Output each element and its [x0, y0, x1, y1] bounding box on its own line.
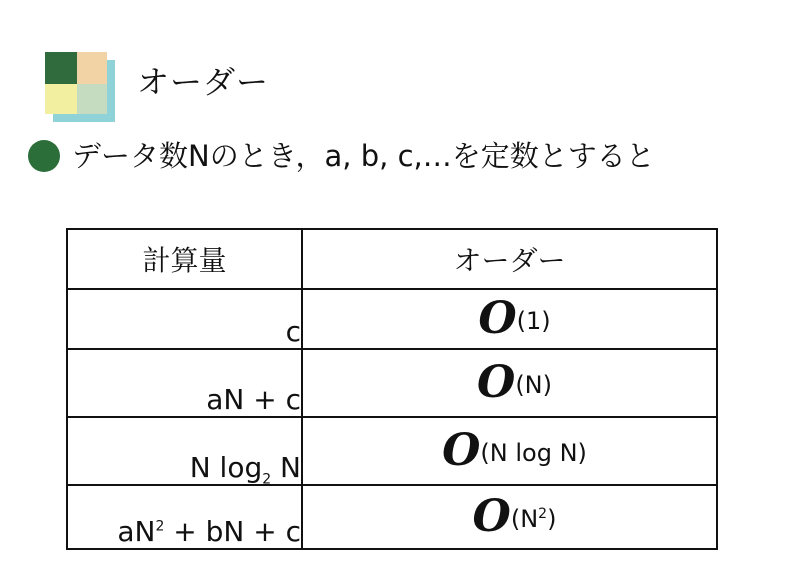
- order-table: [66, 228, 718, 550]
- computation-cell: [67, 289, 302, 349]
- bullet-text: データ数Nのとき，a, b, c,…を定数とすると: [72, 139, 655, 173]
- computation-text: [117, 515, 301, 548]
- log-base-subscript: 2: [262, 471, 272, 488]
- page-title: オーダー: [137, 63, 270, 101]
- order-cell: [302, 289, 717, 349]
- logo-tile-peach: [77, 52, 107, 84]
- computation-cell: [67, 417, 302, 488]
- computation-cell: [67, 485, 302, 549]
- exponent-superscript: 2: [155, 518, 165, 535]
- computation-text: c: [285, 315, 301, 348]
- big-o-symbol: O: [478, 293, 517, 344]
- logo: [45, 52, 115, 122]
- computation-text: aN + c: [206, 383, 301, 416]
- order-argument-pre: (N: [510, 505, 539, 533]
- table-header-row: [67, 229, 717, 289]
- order-argument: [511, 505, 557, 533]
- order-argument: (N): [515, 371, 552, 399]
- logo-tile-light-green: [77, 84, 107, 114]
- bullet-dot-icon: [28, 140, 60, 172]
- big-o-symbol: O: [442, 425, 481, 476]
- big-o-symbol: O: [472, 491, 511, 542]
- header-computation: 計算量: [67, 229, 302, 289]
- computation-text-pre: aN: [117, 515, 156, 548]
- order-argument-post: ): [547, 505, 557, 533]
- order-cell: [302, 485, 717, 549]
- order-argument: (N log N): [480, 439, 587, 467]
- computation-text-post: + bN + c: [164, 515, 301, 548]
- computation-text-post: N: [271, 451, 301, 484]
- order-exponent-superscript: 2: [538, 506, 548, 522]
- order-cell: [302, 349, 717, 417]
- big-o-symbol: O: [476, 357, 516, 408]
- computation-cell: [67, 349, 302, 417]
- table-row: [67, 349, 717, 417]
- order-cell: [302, 417, 717, 485]
- computation-text: [189, 451, 301, 488]
- order-argument: (1): [516, 307, 551, 335]
- table-row: [67, 417, 717, 485]
- table-row: [67, 485, 717, 549]
- computation-text-pre: N log: [189, 451, 263, 484]
- bullet-item: [28, 136, 655, 176]
- logo-tile-dark-green: [45, 52, 77, 84]
- header-order: オーダー: [302, 229, 717, 289]
- table-row: [67, 289, 717, 349]
- logo-tile-yellow: [45, 84, 77, 114]
